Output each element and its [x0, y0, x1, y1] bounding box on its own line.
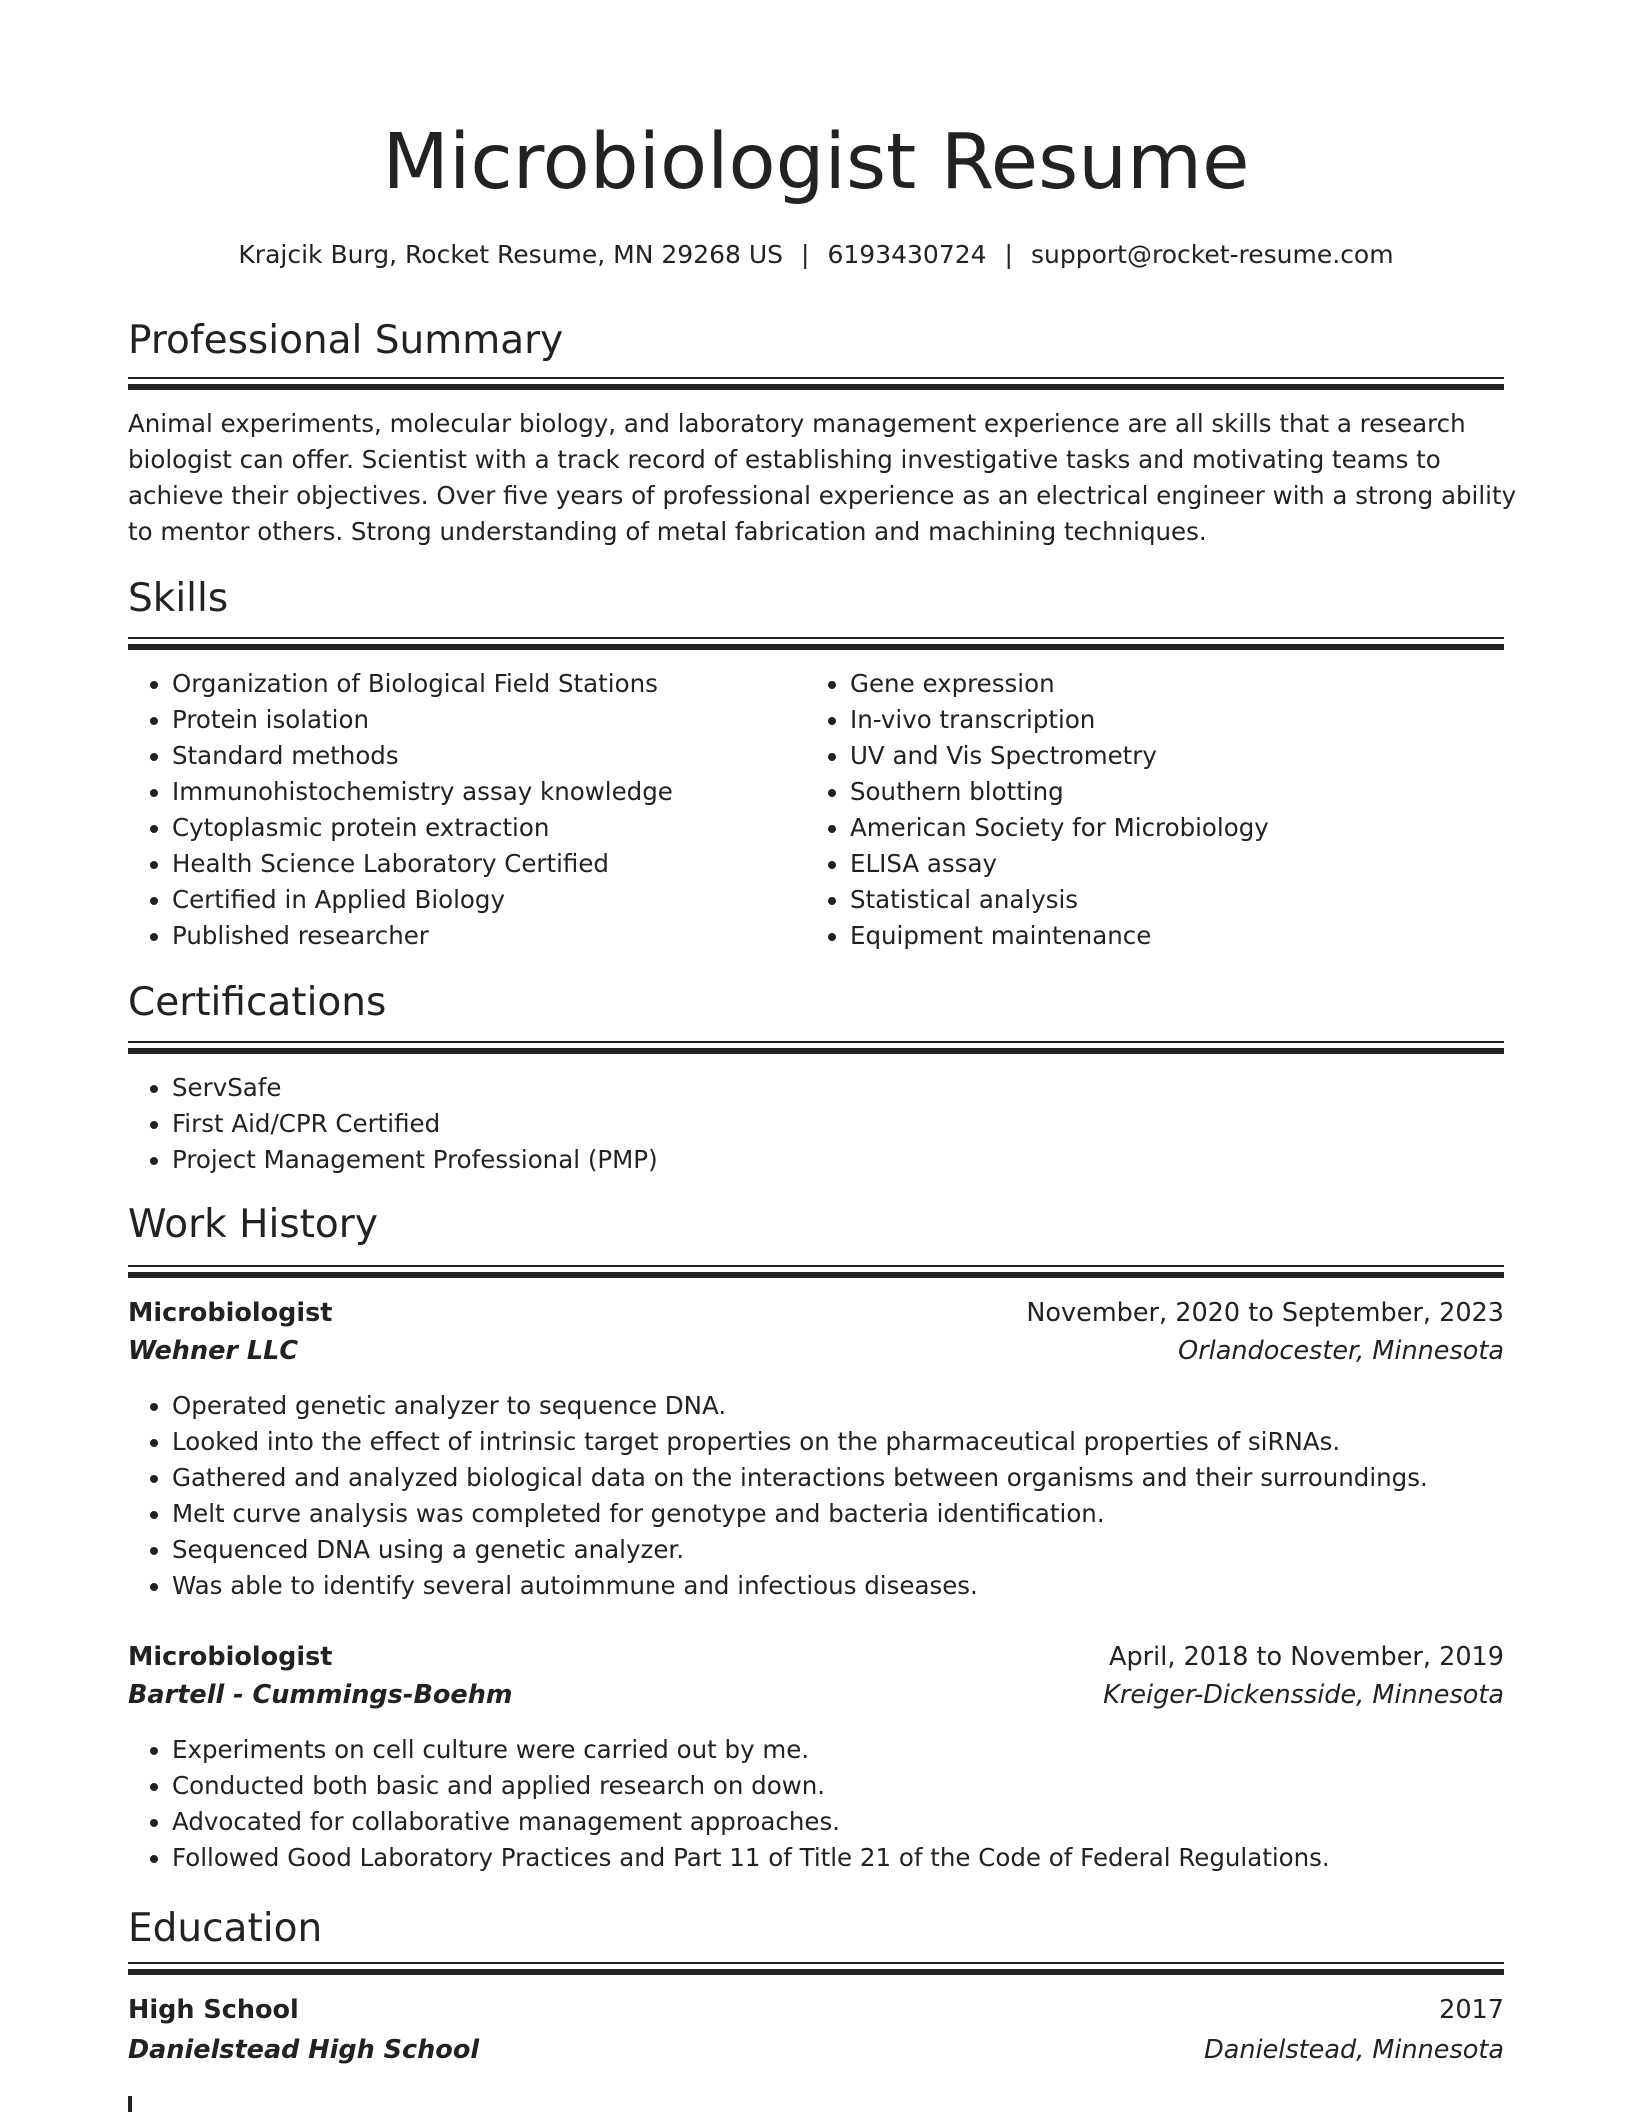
job-duty: • Experiments on cell culture were carried out by me.: [172, 1732, 1522, 1768]
certification-item: • First Aid/CPR Certified: [172, 1106, 1502, 1142]
certifications-list: [128, 1070, 1502, 1178]
job-duty: • Gathered and analyzed biological data on the interactions between organisms and their surroundings.: [172, 1460, 1522, 1496]
contact-address: Krajcik Burg, Rocket Resume, MN 29268 US: [238, 240, 784, 269]
education-subheader: [128, 2035, 1504, 2065]
contact-phone: 6193430724: [827, 240, 987, 269]
work-heading: Work History: [128, 1202, 378, 1247]
job-company: Bartell - Cummings-Boehm: [128, 1680, 513, 1710]
section-divider: [128, 377, 1504, 390]
job-duty: • Conducted both basic and applied research on down.: [172, 1768, 1522, 1804]
certifications-heading: Certifications: [128, 980, 387, 1025]
job-dates: November, 2020 to September, 2023: [1026, 1298, 1504, 1328]
job-duties-list: [128, 1388, 1522, 1604]
skill-item: • UV and Vis Spectrometry: [850, 738, 1470, 774]
contact-separator: |: [801, 240, 810, 269]
resume-title: Microbiologist Resume: [382, 118, 1250, 207]
job-title: Microbiologist: [128, 1298, 333, 1328]
education-degree: High School: [128, 1995, 299, 2025]
job-duty: • Followed Good Laboratory Practices and Part 11 of Title 21 of the Code of Federal Regulations.: [172, 1840, 1522, 1876]
contact-separator: |: [1004, 240, 1013, 269]
skill-item: • Standard methods: [172, 738, 792, 774]
job-duty: • Advocated for collaborative management approaches.: [172, 1804, 1522, 1840]
job-location: Kreiger-Dickensside, Minnesota: [1103, 1680, 1504, 1710]
job-duty: • Melt curve analysis was completed for genotype and bacteria identification.: [172, 1496, 1522, 1532]
page-cutoff-mark: [128, 2096, 132, 2112]
job-dates: April, 2018 to November, 2019: [1109, 1642, 1504, 1672]
certification-item: • ServSafe: [172, 1070, 1502, 1106]
education-header: [128, 1995, 1504, 2025]
skill-item: • Protein isolation: [172, 702, 792, 738]
summary-text: Animal experiments, molecular biology, and laboratory management experience are all skills that a research biologist can offer. Scientist with a track record of establishing investigative tasks and motivating teams to achieve their objectives. Over five years of professional experience as an electrical engineer with a strong ability to mentor others. Strong understanding of metal fabrication and machining techniques.: [128, 409, 1517, 546]
education-heading: Education: [128, 1906, 323, 1951]
skill-item: • Statistical analysis: [850, 882, 1470, 918]
job-location: Orlandocester, Minnesota: [1178, 1336, 1504, 1366]
section-divider: [128, 1265, 1504, 1278]
skill-item: • Immunohistochemistry assay knowledge: [172, 774, 792, 810]
job-company: Wehner LLC: [128, 1336, 299, 1366]
skill-item: • Certified in Applied Biology: [172, 882, 792, 918]
education-school: Danielstead High School: [128, 2035, 480, 2065]
skills-list-left: [128, 666, 792, 954]
job-header: [128, 1298, 1504, 1328]
job-title: Microbiologist: [128, 1642, 333, 1672]
skill-item: • ELISA assay: [850, 846, 1470, 882]
skill-item: • Organization of Biological Field Stations: [172, 666, 792, 702]
job-subheader: [128, 1336, 1504, 1366]
contact-email[interactable]: support@rocket-resume.com: [1030, 240, 1394, 269]
skill-item: • Gene expression: [850, 666, 1470, 702]
skill-item: • American Society for Microbiology: [850, 810, 1470, 846]
job-duty: • Sequenced DNA using a genetic analyzer.: [172, 1532, 1522, 1568]
section-divider: [128, 1962, 1504, 1975]
skill-item: • Health Science Laboratory Certified: [172, 846, 792, 882]
summary-heading: Professional Summary: [128, 318, 564, 363]
skill-item: • Southern blotting: [850, 774, 1470, 810]
section-divider: [128, 637, 1504, 650]
job-header: [128, 1642, 1504, 1672]
section-divider: [128, 1041, 1504, 1054]
skills-heading: Skills: [128, 576, 229, 621]
job-duty: • Operated genetic analyzer to sequence DNA.: [172, 1388, 1522, 1424]
job-duties-list: [128, 1732, 1522, 1876]
skills-list-right: [806, 666, 1470, 954]
education-year: 2017: [1439, 1995, 1504, 2025]
skill-item: • Equipment maintenance: [850, 918, 1470, 954]
job-subheader: [128, 1680, 1504, 1710]
job-duty: • Looked into the effect of intrinsic target properties on the pharmaceutical properties of siRNAs.: [172, 1424, 1522, 1460]
skill-item: • Cytoplasmic protein extraction: [172, 810, 792, 846]
certification-item: • Project Management Professional (PMP): [172, 1142, 1502, 1178]
skill-item: • In-vivo transcription: [850, 702, 1470, 738]
job-duty: • Was able to identify several autoimmune and infectious diseases.: [172, 1568, 1522, 1604]
skill-item: • Published researcher: [172, 918, 792, 954]
contact-line: [0, 240, 1632, 269]
education-location: Danielstead, Minnesota: [1204, 2035, 1504, 2065]
